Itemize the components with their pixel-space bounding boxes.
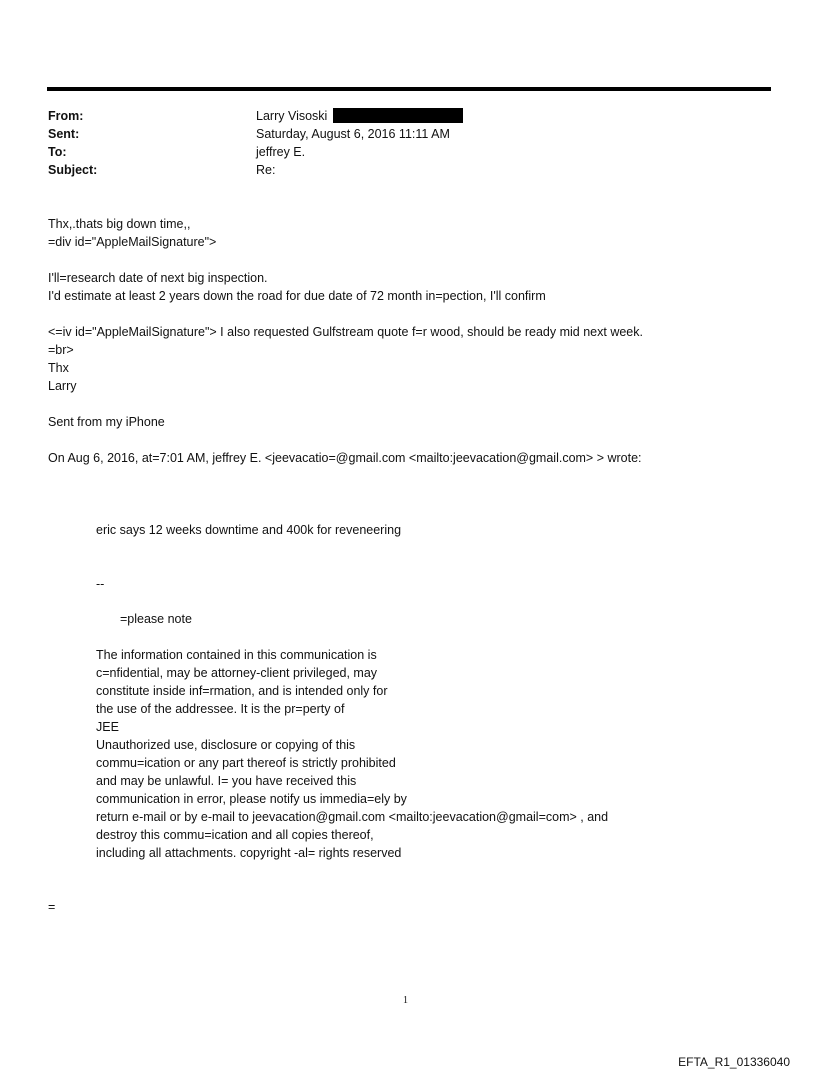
disclaimer-line: commu=ication or any part thereof is strictly prohibited bbox=[96, 756, 396, 770]
disclaimer-line: communication in error, please notify us immedia=ely by bbox=[96, 792, 407, 806]
body-line: =br> bbox=[48, 343, 74, 357]
sent-value: Saturday, August 6, 2016 11:11 AM bbox=[256, 127, 450, 141]
body-line: I'll=research date of next big inspection. bbox=[48, 271, 268, 285]
disclaimer-line: c=nfidential, may be attorney-client privileged, may bbox=[96, 666, 378, 680]
signature-name: Larry bbox=[48, 379, 77, 393]
from-label: From: bbox=[48, 109, 84, 123]
body-line: <=iv id="AppleMailSignature"> I also requested Gulfstream quote f=r wood, should be ready mid next week. bbox=[48, 325, 643, 339]
quote-attribution: On Aug 6, 2016, at=7:01 AM, jeffrey E. <jeevacatio=@gmail.com <mailto:jeevacation@gmail.com> > wrote: bbox=[48, 451, 642, 465]
disclaimer-line: constitute inside inf=rmation, and is intended only for bbox=[96, 684, 388, 698]
body-line: Thx,.thats big down time,, bbox=[48, 217, 191, 231]
body-line: Thx bbox=[48, 361, 69, 375]
quoted-line: =please note bbox=[120, 612, 192, 626]
redaction-block bbox=[333, 108, 463, 123]
document-id-stamp: EFTA_R1_01336040 bbox=[678, 1055, 790, 1069]
from-value bbox=[256, 107, 463, 125]
disclaimer-line: JEE bbox=[96, 720, 119, 734]
disclaimer-line: destroy this commu=ication and all copies thereof, bbox=[96, 828, 374, 842]
disclaimer-line: including all attachments. copyright -al= rights reserved bbox=[96, 846, 402, 860]
to-label: To: bbox=[48, 145, 67, 159]
trailer-mark: = bbox=[48, 900, 56, 914]
to-value: jeffrey E. bbox=[256, 145, 306, 159]
sent-label: Sent: bbox=[48, 127, 80, 141]
disclaimer-line: Unauthorized use, disclosure or copying of this bbox=[96, 738, 356, 752]
disclaimer-line: the use of the addressee. It is the pr=perty of bbox=[96, 702, 345, 716]
from-name: Larry Visoski bbox=[256, 109, 328, 123]
subject-value: Re: bbox=[256, 163, 276, 177]
body-line: =div id="AppleMailSignature"> bbox=[48, 235, 217, 249]
page-number: 1 bbox=[403, 995, 408, 1006]
quoted-line: -- bbox=[96, 577, 105, 591]
subject-label: Subject: bbox=[48, 163, 98, 177]
disclaimer-line: return e-mail or by e-mail to jeevacation@gmail.com <mailto:jeevacation@gmail=com> , and bbox=[96, 810, 609, 824]
body-line: I'd estimate at least 2 years down the road for due date of 72 month in=pection, I'll confirm bbox=[48, 289, 546, 303]
disclaimer-line: and may be unlawful. I= you have received this bbox=[96, 774, 357, 788]
sent-from-line: Sent from my iPhone bbox=[48, 415, 165, 429]
disclaimer-line: The information contained in this communication is bbox=[96, 648, 377, 662]
quoted-line: eric says 12 weeks downtime and 400k for reveneering bbox=[96, 523, 402, 537]
header-rule bbox=[47, 87, 771, 91]
